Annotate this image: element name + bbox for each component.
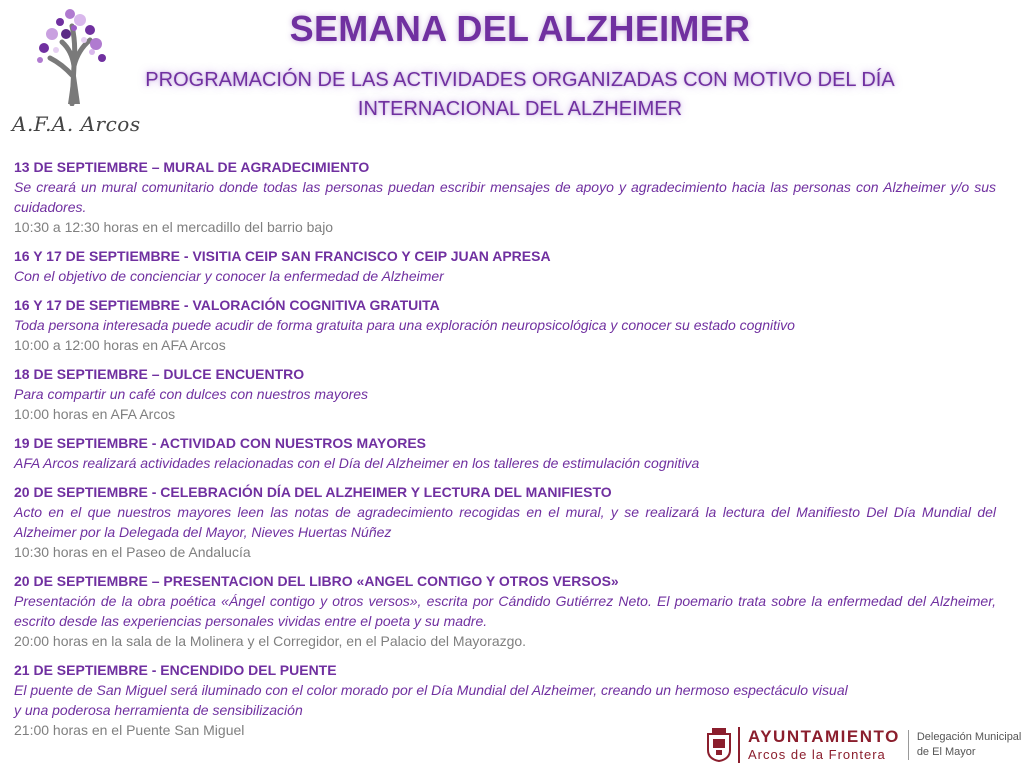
event-description: Con el objetivo de concienciar y conocer la enfermedad de Alzheimer bbox=[14, 268, 444, 284]
delegacion-line-2: de El Mayor bbox=[916, 746, 976, 758]
event-heading: 16 Y 17 DE SEPTIEMBRE - VISITIA CEIP SAN FRANCISCO Y CEIP JUAN APRESA bbox=[14, 248, 551, 264]
event-item bbox=[14, 246, 996, 286]
town-label: Arcos de la Frontera bbox=[748, 747, 886, 762]
event-description: Toda persona interesada puede acudir de forma gratuita para una exploración neuropsicológica y conocer su estado cognitivo bbox=[14, 317, 795, 333]
ayuntamiento-logo bbox=[706, 725, 1022, 765]
event-item bbox=[14, 157, 996, 237]
event-description: Para compartir un café con dulces con nuestros mayores bbox=[14, 386, 369, 402]
event-heading: 16 Y 17 DE SEPTIEMBRE - VALORACIÓN COGNITIVA GRATUITA bbox=[14, 297, 440, 313]
event-description: AFA Arcos realizará actividades relacionadas con el Día del Alzheimer en los talleres de estimulación cognitiva bbox=[14, 455, 700, 471]
subtitle-line-1: PROGRAMACIÓN DE LAS ACTIVIDADES ORGANIZADAS CON MOTIVO DEL DÍA bbox=[145, 69, 895, 91]
event-heading: 18 DE SEPTIEMBRE – DULCE ENCUENTRO bbox=[14, 366, 305, 382]
subtitle-line-2: INTERNACIONAL DEL ALZHEIMER bbox=[357, 98, 683, 120]
delegacion-block bbox=[908, 730, 1022, 760]
event-heading: 20 DE SEPTIEMBRE – PRESENTACION DEL LIBRO «ANGEL CONTIGO Y OTROS VERSOS» bbox=[14, 573, 619, 589]
event-time: 10:30 horas en el Paseo de Andalucía bbox=[14, 544, 251, 560]
event-time: 21:00 horas en el Puente San Miguel bbox=[14, 722, 245, 738]
event-description-line-1: El puente de San Miguel será iluminado con el color morado por el Día Mundial del Alzheimer, creando un hermoso espectáculo visual bbox=[14, 682, 848, 698]
event-item bbox=[14, 482, 996, 562]
page-title: SEMANA DEL ALZHEIMER bbox=[289, 8, 751, 49]
event-time: 10:00 horas en AFA Arcos bbox=[14, 406, 176, 422]
event-item bbox=[14, 571, 996, 651]
coat-of-arms-icon bbox=[706, 728, 732, 762]
event-heading: 19 DE SEPTIEMBRE - ACTIVIDAD CON NUESTROS MAYORES bbox=[14, 435, 427, 451]
event-item bbox=[14, 364, 996, 424]
event-description-line-2: y una poderosa herramienta de sensibilización bbox=[14, 702, 303, 718]
logo-text: A.F.A. Arcos bbox=[12, 112, 141, 136]
event-description: Acto en el que nuestros mayores leen las notas de agradecimiento recogidas en el mural, y se realizará la lectura del Manifiesto Del Día Mundial del Alzheimer por la Delegada del Mayor, Nieves Huertas Núñez bbox=[14, 504, 996, 540]
event-heading: 21 DE SEPTIEMBRE - ENCENDIDO DEL PUENTE bbox=[14, 662, 337, 678]
event-time: 10:30 a 12:30 horas en el mercadillo del barrio bajo bbox=[14, 219, 334, 235]
event-item bbox=[14, 433, 996, 473]
event-item bbox=[14, 295, 996, 355]
event-time: 20:00 horas en la sala de la Molinera y el Corregidor, en el Palacio del Mayorazgo. bbox=[14, 633, 527, 649]
event-description: Presentación de la obra poética «Ángel contigo y otros versos», escrita por Cándido Gutiérrez Neto. El poemario trata sobre la enfermedad del Alzheimer, escrito desde las experiencias personales vividas entre el poeta y su madre. bbox=[14, 593, 996, 629]
event-heading: 13 DE SEPTIEMBRE – MURAL DE AGRADECIMIENTO bbox=[14, 159, 370, 175]
event-description: Se creará un mural comunitario donde todas las personas puedan escribir mensajes de apoyo y agradecimiento hacia las personas con Alzheimer y/o sus cuidadores. bbox=[14, 179, 996, 215]
event-heading: 20 DE SEPTIEMBRE - CELEBRACIÓN DÍA DEL ALZHEIMER Y LECTURA DEL MANIFIESTO bbox=[14, 484, 612, 500]
delegacion-line-1: Delegación Municipal bbox=[916, 731, 1022, 743]
ayuntamiento-label: AYUNTAMIENTO bbox=[748, 727, 900, 746]
page-subtitle bbox=[80, 66, 960, 124]
events-list bbox=[14, 157, 996, 749]
ayuntamiento-block bbox=[738, 727, 900, 763]
event-time: 10:00 a 12:00 horas en AFA Arcos bbox=[14, 337, 226, 353]
